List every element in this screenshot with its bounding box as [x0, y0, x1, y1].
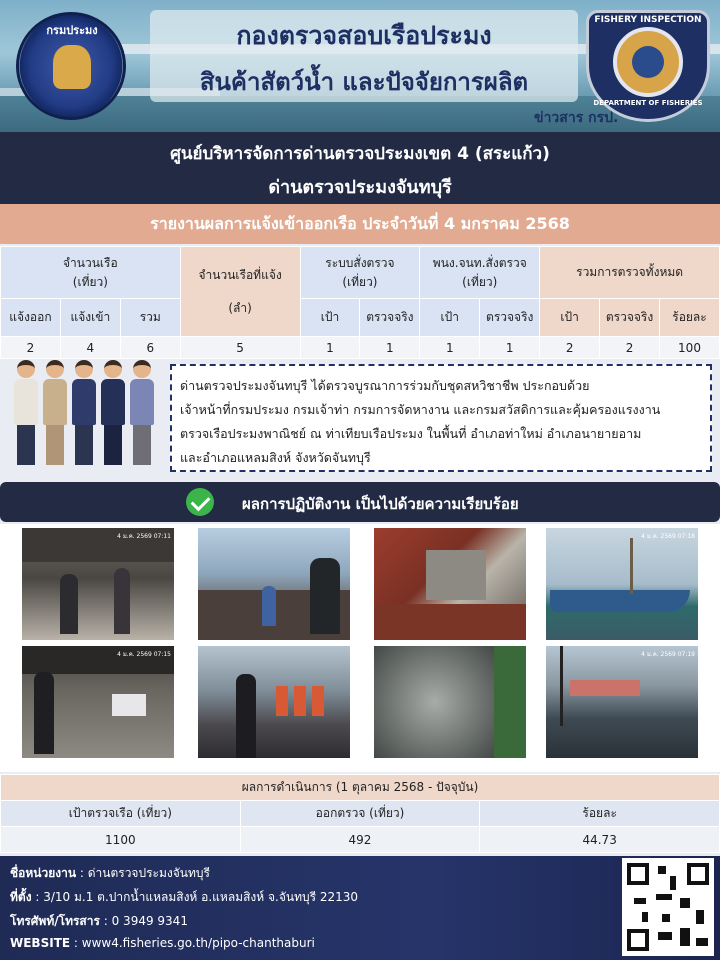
inspection-photo — [198, 646, 350, 758]
fish-catch-photo — [374, 646, 526, 758]
col-performance-percent: ร้อยละ — [480, 801, 720, 827]
value-system-target: 1 — [300, 337, 360, 359]
photo-timestamp: 4 ม.ค. 2569 07:18 — [641, 533, 695, 540]
col-total-target: เป้า — [540, 299, 600, 337]
photo-grid — [0, 524, 720, 772]
check-circle-icon — [186, 488, 214, 516]
value-notify-in: 4 — [60, 337, 120, 359]
col-officer-target: เป้า — [420, 299, 480, 337]
inspection-photo — [22, 528, 174, 640]
col-notify-out: แจ้งออก — [1, 299, 61, 337]
officer-order-header: พนง.จนท.สั่งตรวจ (เที่ยว) — [420, 247, 540, 299]
value-total-actual: 2 — [600, 337, 660, 359]
system-order-header: ระบบสั่งตรวจ (เที่ยว) — [300, 247, 420, 299]
phone-row: โทรศัพท์/โทรสาร : 0 3949 9341 — [10, 914, 188, 928]
value-inspection-target: 1100 — [1, 827, 241, 853]
value-notify-out: 2 — [1, 337, 61, 359]
department-of-fisheries-seal-icon — [16, 12, 126, 120]
performance-title: ผลการดำเนินการ (1 ตุลาคม 2568 - ปัจจุบัน) — [1, 775, 720, 801]
photo-timestamp: 4 ม.ค. 2569 07:11 — [117, 533, 171, 540]
col-system-actual: ตรวจจริง — [360, 299, 420, 337]
officer-figure — [101, 360, 125, 465]
value-inspected: 492 — [240, 827, 480, 853]
col-officer-actual: ตรวจจริง — [480, 299, 540, 337]
value-percent: 100 — [660, 337, 720, 359]
website-link[interactable]: WEBSITE : www4.fisheries.go.th/pipo-chanthaburi — [10, 936, 315, 950]
col-total-actual: ตรวจจริง — [600, 299, 660, 337]
officers-illustration — [14, 360, 156, 470]
value-total-target: 2 — [540, 337, 600, 359]
col-notify-in: แจ้งเข้า — [60, 299, 120, 337]
fishery-inspection-badge-icon — [586, 10, 710, 122]
news-label: ข่าวสาร กรป. — [534, 110, 619, 126]
result-text: ผลการปฏิบัติงาน เป็นไปด้วยความเรียบร้อย — [242, 495, 519, 513]
value-system-actual: 1 — [360, 337, 420, 359]
officer-figure — [43, 360, 67, 465]
boat-count-header: จำนวนเรือ (เที่ยว) — [1, 247, 181, 299]
inspection-photo — [22, 646, 174, 758]
col-percent: ร้อยละ — [660, 299, 720, 337]
value-sum: 6 — [120, 337, 180, 359]
result-banner — [0, 482, 720, 522]
badge-text-bottom: DEPARTMENT OF FISHERIES — [593, 99, 703, 107]
unit-row: ชื่อหน่วยงาน : ด่านตรวจประมงจันทบุรี — [10, 866, 210, 880]
notice-line: เจ้าหน้าที่กรมประมง กรมเจ้าท่า กรมการจัดหางาน และกรมสวัสดิการและคุ้มครองแรงงาน — [180, 402, 661, 417]
officer-figure — [14, 360, 38, 465]
value-officer-target: 1 — [420, 337, 480, 359]
col-system-target: เป้า — [300, 299, 360, 337]
notice-line: ตรวจเรือประมงพาณิชย์ ณ ท่าเทียบเรือประมง ในพื้นที่ อำเภอท่าใหม่ อำเภอนายายอาม — [180, 426, 642, 441]
value-notified: 5 — [180, 337, 300, 359]
garuda-emblem-icon — [53, 45, 91, 89]
value-officer-actual: 1 — [480, 337, 540, 359]
daily-stats-table — [0, 246, 720, 359]
address-row: ที่ตั้ง : 3/10 ม.1 ต.ปากน้ำแหลมสิงห์ อ.แหลมสิงห์ จ.จันทบุรี 22130 — [10, 890, 359, 904]
col-inspection-target: เป้าตรวจเรือ (เที่ยว) — [1, 801, 241, 827]
inspection-photo — [546, 646, 698, 758]
badge-emblem-icon — [613, 27, 683, 97]
photo-timestamp: 4 ม.ค. 2569 07:19 — [641, 651, 695, 658]
center-name: ศูนย์บริหารจัดการด่านตรวจประมงเขต 4 (สระแก้ว) — [170, 144, 550, 164]
header-banner — [0, 0, 720, 132]
value-performance-percent: 44.73 — [480, 827, 720, 853]
col-sum: รวม — [120, 299, 180, 337]
header-title-line2: สินค้าสัตว์น้ำ และปัจจัยการผลิต — [199, 68, 529, 96]
officer-figure — [72, 360, 96, 465]
notice-line: ด่านตรวจประมงจันทบุรี ได้ตรวจบูรณาการร่วมกับชุดสหวิชาชีพ ประกอบด้วย — [180, 378, 590, 393]
checkpoint-name: ด่านตรวจประมงจันทบุรี — [268, 177, 452, 198]
inspection-notice — [170, 364, 712, 472]
center-name-band — [0, 132, 720, 204]
contact-footer — [0, 856, 720, 960]
performance-table — [0, 774, 720, 853]
officer-figure — [130, 360, 154, 465]
inspection-photo — [198, 528, 350, 640]
badge-text-top: FISHERY INSPECTION — [594, 15, 702, 25]
inspection-photo — [374, 528, 526, 640]
inspection-photo — [546, 528, 698, 640]
notice-line: และอำเภอแหลมสิงห์ จังหวัดจันทบุรี — [180, 450, 371, 465]
photo-timestamp: 4 ม.ค. 2569 07:15 — [117, 651, 171, 658]
qr-code-icon[interactable] — [622, 858, 714, 956]
header-title-line1: กองตรวจสอบเรือประมง — [236, 21, 492, 50]
col-inspected: ออกตรวจ (เที่ยว) — [240, 801, 480, 827]
boats-notified-header: จำนวนเรือที่แจ้ง (ลำ) — [180, 247, 300, 337]
report-title: รายงานผลการแจ้งเข้าออกเรือ ประจำวันที่ 4 มกราคม 2568 — [0, 204, 720, 244]
total-inspection-header: รวมการตรวจทั้งหมด — [540, 247, 720, 299]
seal-text: กรมประมง — [46, 24, 98, 37]
